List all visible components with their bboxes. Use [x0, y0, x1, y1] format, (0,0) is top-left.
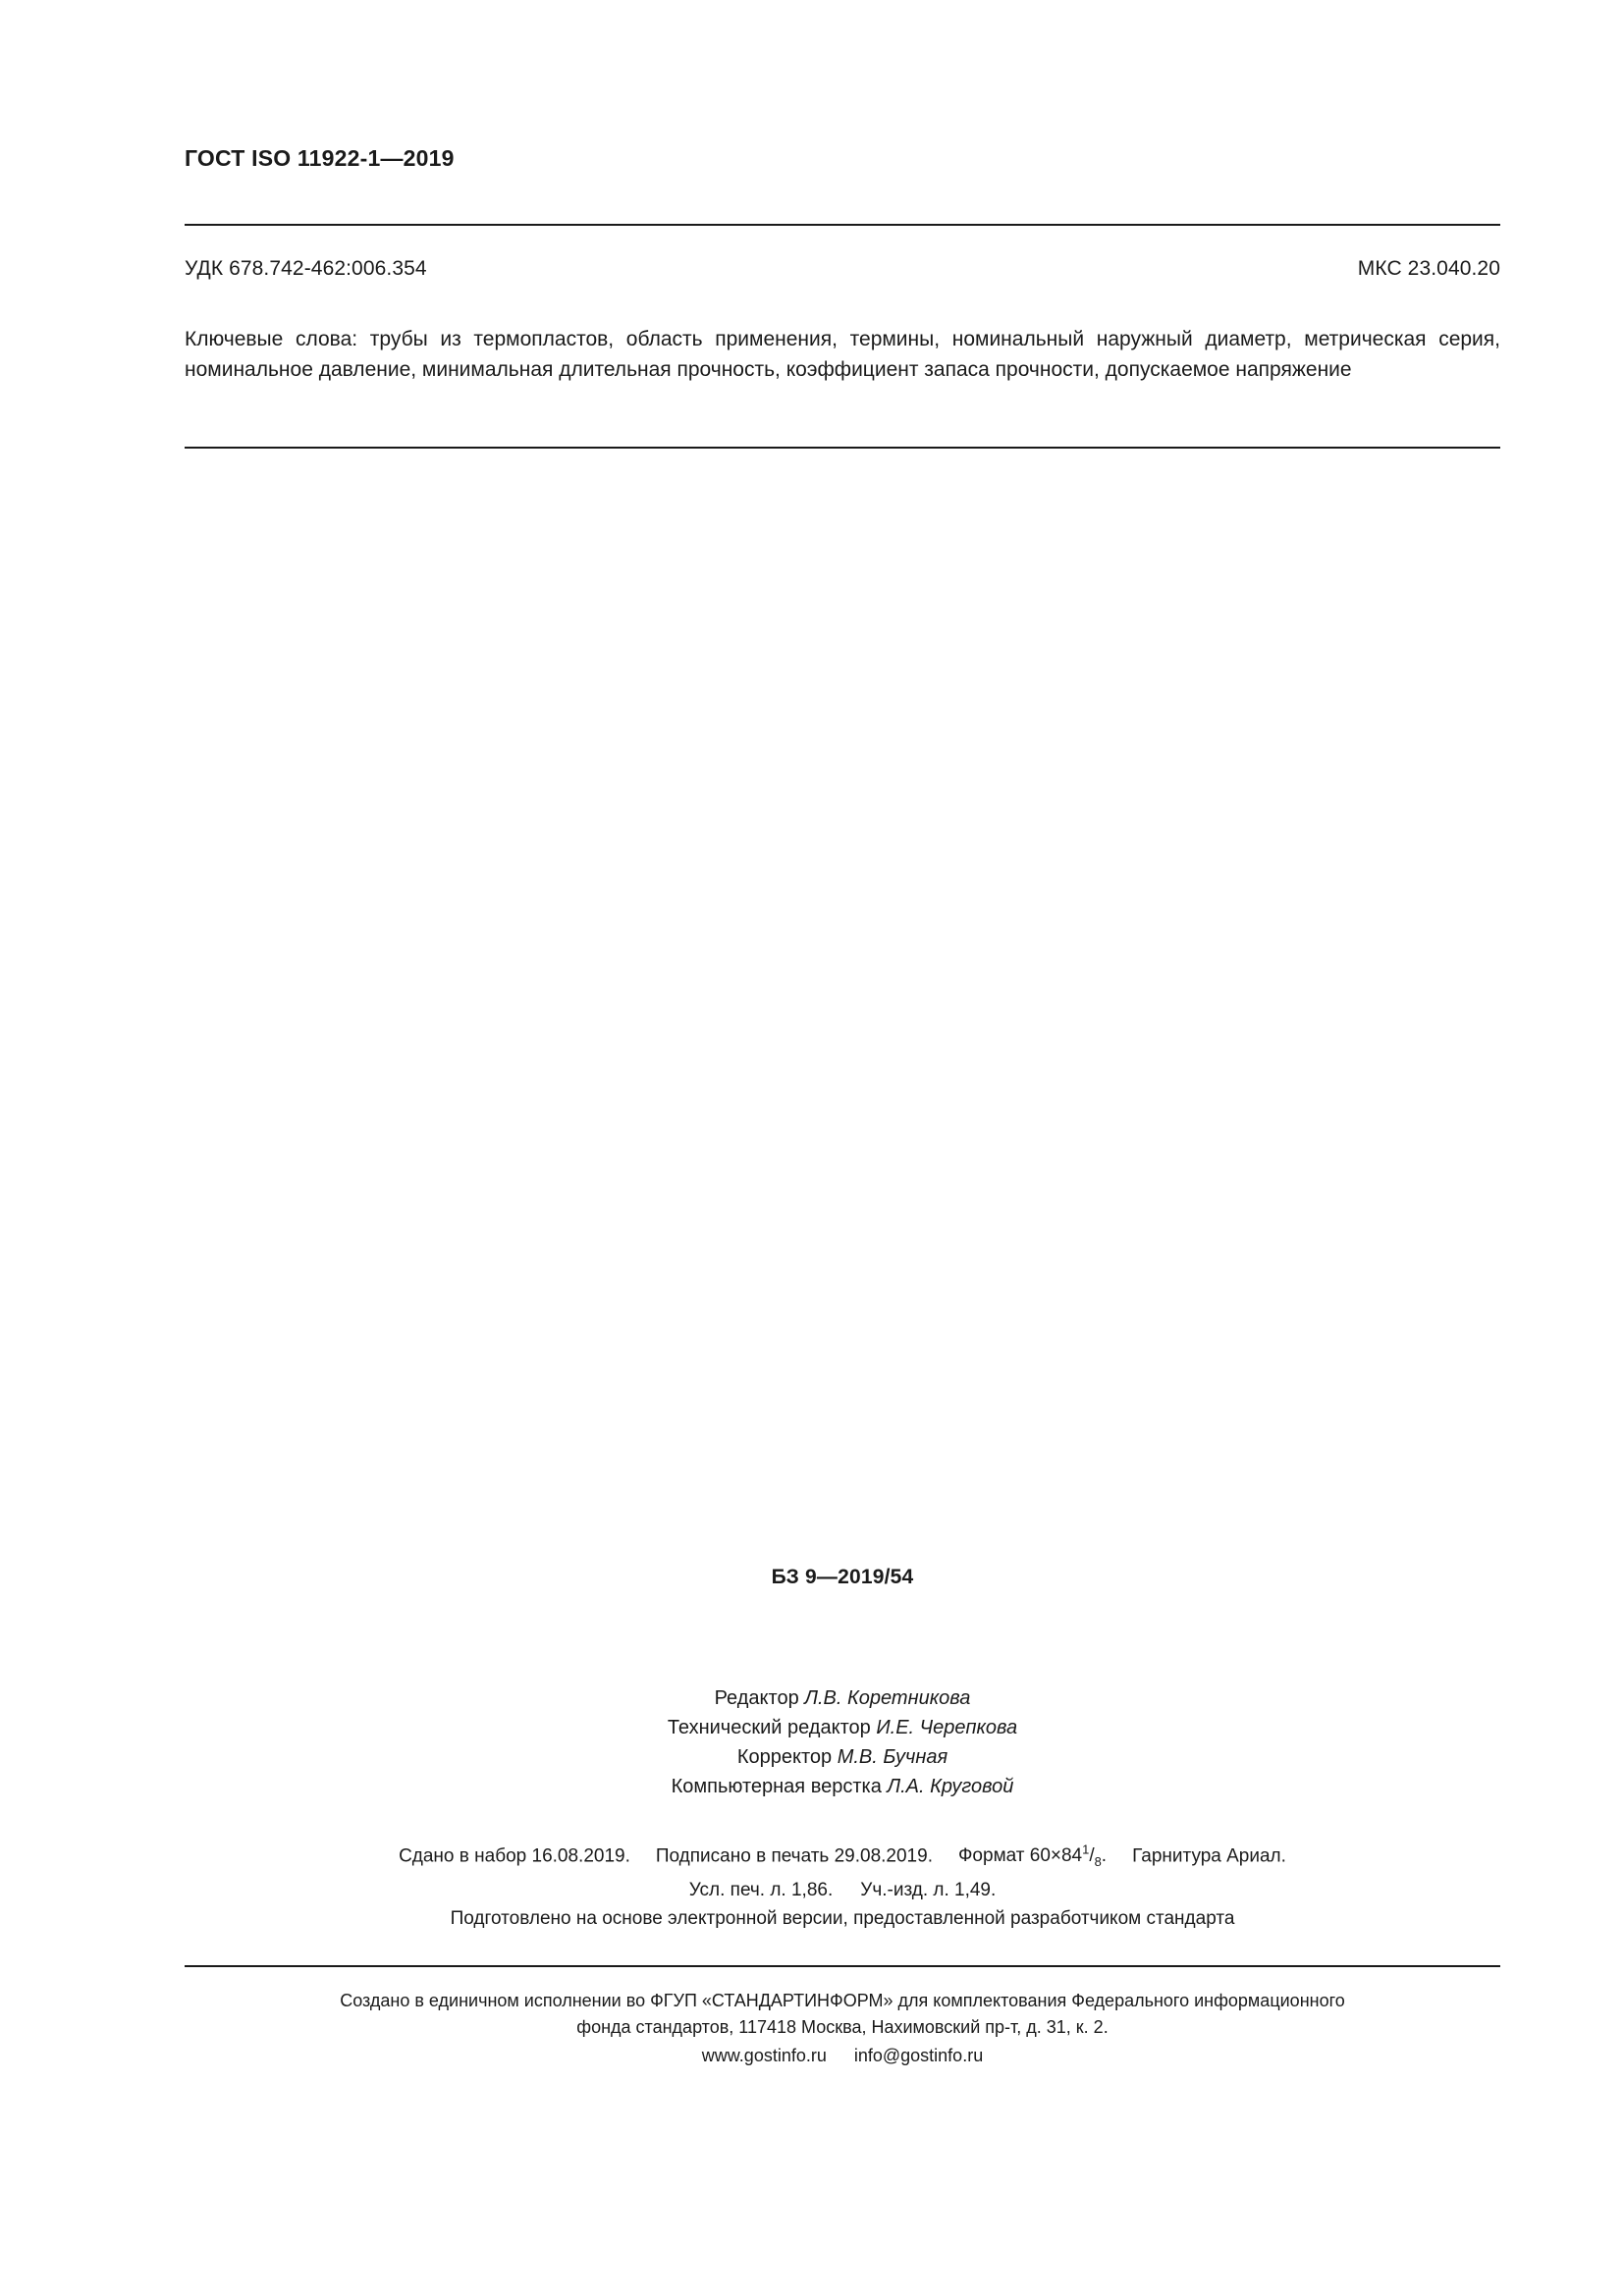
- udk-mks-row: [185, 257, 1500, 281]
- credit-role: Корректор: [736, 1746, 833, 1768]
- print-format-label: Формат 60×84: [957, 1845, 1083, 1867]
- usl-sheets: Усл. печ. л. 1,86.: [688, 1880, 834, 1901]
- website-link[interactable]: www.gostinfo.ru: [701, 2046, 827, 2065]
- typeface: Гарнитура Ариал.: [1132, 1845, 1286, 1867]
- footer-line-1: Создано в единичном исполнении во ФГУП «СТАНДАРТИНФОРМ» для комплектования Федерального информационного: [340, 1991, 1345, 2010]
- print-format-numerator: 1: [1082, 1842, 1090, 1857]
- credit-name: И.Е. Черепкова: [876, 1717, 1018, 1738]
- print-info-block: [185, 1836, 1500, 1933]
- print-info-line-3: Подготовлено на основе электронной версии, предоставленной разработчиком стандарта: [450, 1908, 1235, 1930]
- divider-bottom: [185, 1965, 1500, 1967]
- print-format-denominator: 8: [1094, 1854, 1102, 1870]
- document-number: ГОСТ ISO 11922-1—2019: [185, 145, 455, 171]
- credit-row-editor: [185, 1683, 1500, 1713]
- keywords-paragraph: Ключевые слова: трубы из термопластов, область применения, термины, номинальный наружный диаметр, метрическая серия, номинальное давление, минимальная длительная прочность, коэффициент запаса прочности, допускаемое напряжение: [185, 328, 1500, 381]
- print-info-line-1: [185, 1836, 1500, 1876]
- credit-row-layout: [185, 1772, 1500, 1801]
- signed-date: Подписано в печать 29.08.2019.: [655, 1845, 933, 1867]
- credit-row-proofreader: [185, 1742, 1500, 1772]
- credit-role: Компьютерная верстка: [671, 1776, 882, 1797]
- divider-middle: [185, 447, 1500, 449]
- credit-role: Технический редактор: [667, 1717, 871, 1738]
- credit-role: Редактор: [714, 1687, 799, 1709]
- print-info-line-2: [185, 1876, 1500, 1904]
- email-link[interactable]: info@gostinfo.ru: [853, 2046, 984, 2065]
- udk-code: УДК 678.742-462:006.354: [185, 257, 427, 280]
- footer-block: [185, 1988, 1500, 2069]
- submitted-date: Сдано в набор 16.08.2019.: [399, 1845, 630, 1867]
- footer-line-2: фонда стандартов, 117418 Москва, Нахимовский пр-т, д. 31, к. 2.: [576, 2017, 1109, 2037]
- page-content: [185, 0, 1500, 2296]
- credit-name: М.В. Бучная: [837, 1746, 948, 1768]
- divider-top: [185, 224, 1500, 226]
- footer-contacts: [185, 2043, 1500, 2069]
- mks-code: МКС 23.040.20: [1357, 257, 1500, 280]
- credits-block: [185, 1683, 1500, 1801]
- print-format-tail: .: [1101, 1845, 1108, 1867]
- bz-code: БЗ 9—2019/54: [771, 1566, 914, 1588]
- print-format: Формат $60\times 84^1/_8$.: [957, 1842, 1108, 1870]
- uch-sheets: Уч.-изд. л. 1,49.: [860, 1880, 997, 1901]
- credit-name: Л.В. Коретникова: [804, 1687, 971, 1709]
- credit-name: Л.А. Круговой: [887, 1776, 1014, 1797]
- credit-row-technical-editor: [185, 1713, 1500, 1742]
